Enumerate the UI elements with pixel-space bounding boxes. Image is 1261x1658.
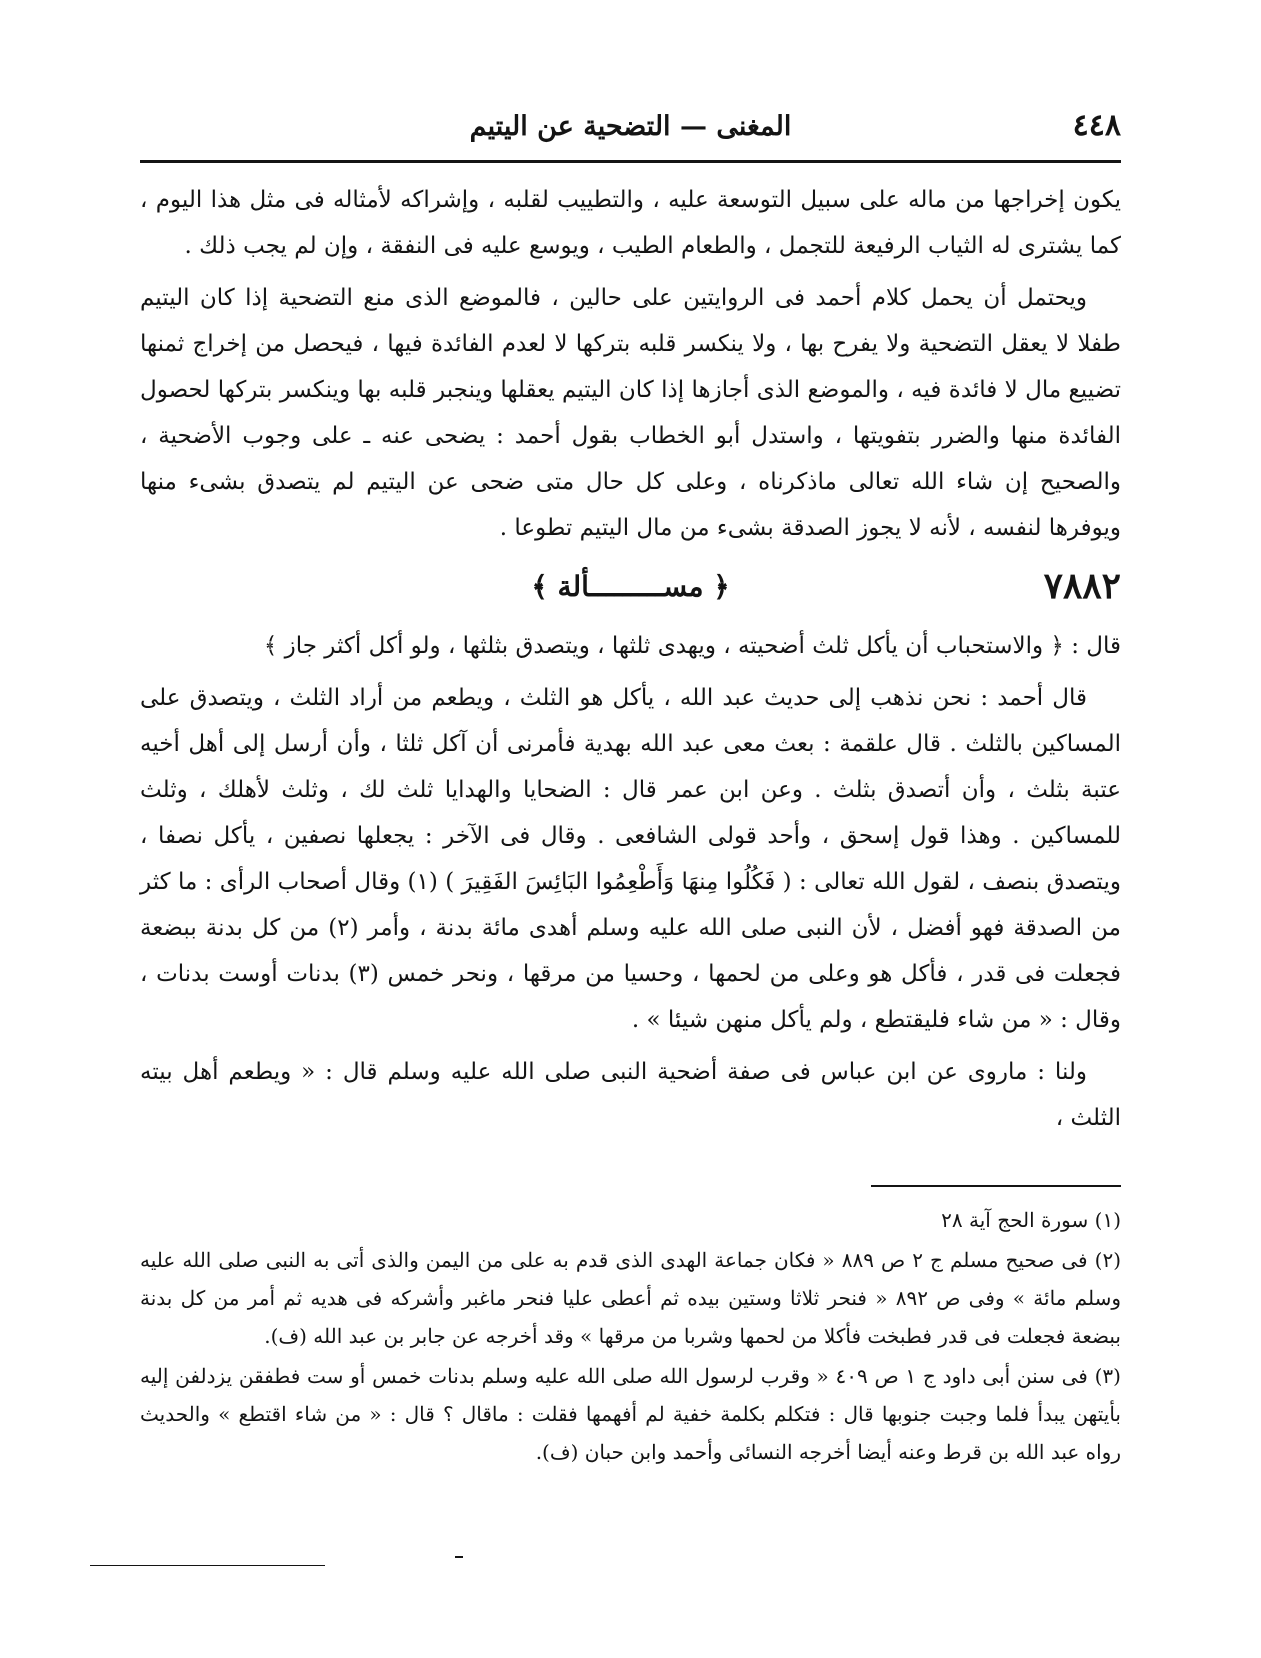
footnote-rule <box>871 1185 1121 1187</box>
bottom-rule <box>90 1565 325 1566</box>
masala-heading <box>140 561 1121 611</box>
footnotes <box>140 1201 1121 1471</box>
paragraph: ويحتمل أن يحمل كلام أحمد فى الروايتين على حالين ، فالموضع الذى منع التضحية إذا كان اليتيم طفلا لا يعقل التضحية ولا يفرح بها ، ولا ينكسر قلبه بتركها لا لعدم الفائدة فيها ، فيحصل من إخراج ثمنها تضييع مال لا فائدة فيه ، والموضع الذى أجازها إذا كان اليتيم يعقلها وينجبر قلبه بها وينكسر بتركها لحصول الفائدة منها والضرر بتفويتها ، واستدل أبو الخطاب بقول أحمد : يضحى عنه ـ على وجوب الأضحية ، والصحيح إن شاء الله تعالى ماذكرناه ، وعلى كل حال متى ضحى عن اليتيم لم يتصدق بشىء منها ويوفرها لنفسه ، لأنه لا يجوز الصدقة بشىء من مال اليتيم تطوعا . <box>140 285 1121 541</box>
paragraph: يكون إخراجها من ماله على سبيل التوسعة عليه ، والتطييب لقلبه ، وإشراكه لأمثاله فى مثل هذا اليوم ، كما يشترى له الثياب الرفيعة للتجمل ، والطعام الطيب ، ويوسع عليه فى النفقة ، وإن لم يجب ذلك . <box>140 187 1121 259</box>
masala-label: ﴿ مســـــــــألة ﴾ <box>531 569 730 603</box>
masala-number: ٧٨٨٢ <box>1043 565 1121 607</box>
main-text <box>140 177 1121 551</box>
paragraph: قال أحمد : نحن نذهب إلى حديث عبد الله ، يأكل هو الثلث ، ويطعم من أراد الثلث ، ويتصدق على المساكين بالثلث . قال علقمة : بعث معى عبد الله بهدية فأمرنى أن آكل ثلثا ، وأن أرسل إلى أهل أخيه عتبة بثلث ، وأن أتصدق بثلث . وعن ابن عمر قال : الضحايا والهدايا ثلث لك ، وثلث لأهلك ، وثلث للمساكين . وهذا قول إسحق ، وأحد قولى الشافعى . وقال فى الآخر : يجعلها نصفين ، يأكل نصفا ، ويتصدق بنصف ، لقول الله تعالى : ( فَكُلُوا مِنهَا وَأَطْعِمُوا البَائِسَ الفَقِيرَ ) (١) وقال أصحاب الرأى : ما كثر من الصدقة فهو أفضل ، لأن النبى صلى الله عليه وسلم أهدى مائة بدنة ، وأمر (٢) من كل بدنة ببضعة فجعلت فى قدر ، فأكل هو وعلى من لحمها ، وحسيا من مرقها ، ونحر خمس (٣) بدنات أوست بدنات ، وقال : « من شاء فليقتطع ، ولم يأكل منهن شيئا » . <box>140 685 1121 1033</box>
bottom-mark <box>455 1556 463 1558</box>
running-header <box>140 108 1121 152</box>
main-text-continued <box>140 623 1121 1141</box>
matn-quote: قال : ﴿ والاستحباب أن يأكل ثلث أضحيته ، ويهدى ثلثها ، ويتصدق بثلثها ، ولو أكل أكثر جاز ﴾ <box>263 633 1121 659</box>
footnote-3: (٣) فى سنن أبى داود ج ١ ص ٤٠٩ « وقرب لرسول الله صلى الله عليه وسلم بدنات خمس أو ست فطفقن يزدلفن إليه بأيتهن يبدأ فلما وجبت جنوبها قال : فتكلم بكلمة خفية لم أفهمها فقلت : ماقال ؟ قال : « من شاء اقتطع » والحديث رواه عبد الله بن قرط وعنه أيضا أخرجه النسائى وأحمد وابن حبان (ف). <box>140 1364 1121 1464</box>
running-title: المغنى — التضحية عن اليتيم <box>469 111 792 142</box>
footnote-1: (١) سورة الحج آية ٢٨ <box>941 1208 1121 1232</box>
header-rule <box>140 160 1121 163</box>
paragraph: ولنا : ماروى عن ابن عباس فى صفة أضحية النبى صلى الله عليه وسلم قال : « ويطعم أهل بيته الثلث ، <box>140 1059 1121 1131</box>
footnote-2: (٢) فى صحيح مسلم ج ٢ ص ٨٨٩ « فكان جماعة الهدى الذى قدم به على من اليمن والذى أتى به النبى صلى الله عليه وسلم مائة » وفى ص ٨٩٢ « فنحر ثلاثا وستين بيده ثم أعطى عليا فنحر ماغبر وأشركه فى هديه ثم أمر من كل بدنة ببضعة فجعلت فى قدر فطبخت فأكلا من لحمها وشربا من مرقها » وقد أخرجه عن جابر بن عبد الله (ف). <box>140 1248 1121 1348</box>
page-number: ٤٤٨ <box>1072 108 1121 143</box>
